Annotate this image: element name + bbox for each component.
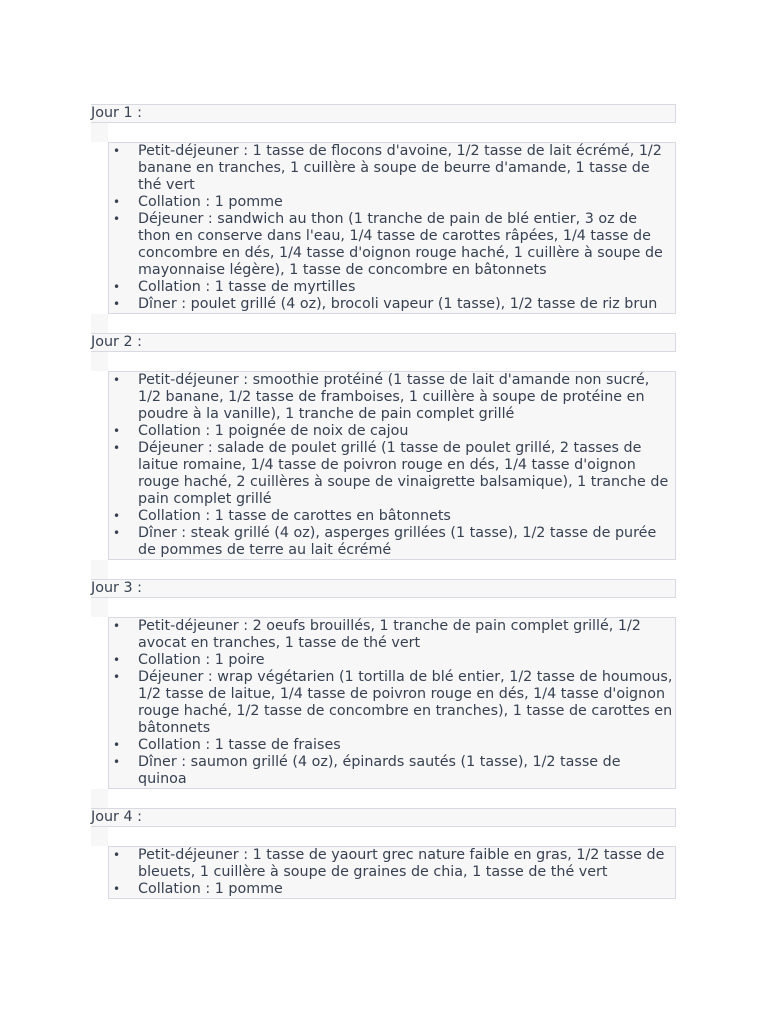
meal-item: • Collation : 1 tasse de fraises bbox=[109, 737, 675, 754]
day-section-2 bbox=[0, 333, 768, 579]
day-heading: Jour 2 : bbox=[91, 333, 676, 352]
day-section-3 bbox=[0, 579, 768, 808]
section-gap bbox=[91, 827, 108, 846]
meal-list bbox=[108, 371, 676, 560]
section-gap bbox=[91, 598, 108, 617]
meal-list bbox=[108, 142, 676, 314]
day-heading: Jour 3 : bbox=[91, 579, 676, 598]
section-gap bbox=[91, 352, 108, 371]
day-heading: Jour 4 : bbox=[91, 808, 676, 827]
day-section-1 bbox=[0, 104, 768, 333]
meal-item: • Petit-déjeuner : smoothie protéiné (1 tasse de lait d'amande non sucré, 1/2 banane, 1/2 tasse de framboises, 1 cuillère à soupe de protéine en poudre à la vanille), 1 tranche de pain complet grillé bbox=[109, 372, 675, 423]
meal-list bbox=[108, 846, 676, 899]
day-heading: Jour 1 : bbox=[91, 104, 676, 123]
meal-item: • Collation : 1 pomme bbox=[109, 194, 675, 211]
meal-list bbox=[108, 617, 676, 789]
meal-item: • Dîner : saumon grillé (4 oz), épinards sautés (1 tasse), 1/2 tasse de quinoa bbox=[109, 754, 675, 788]
meal-item: • Déjeuner : wrap végétarien (1 tortilla de blé entier, 1/2 tasse de houmous, 1/2 tasse de laitue, 1/4 tasse de poivron rouge en dés, 1/4 tasse d'oignon rouge haché, 1/2 tasse de concombre en tranches), 1 tasse de carottes en bâtonnets bbox=[109, 669, 675, 737]
meal-item: • Dîner : poulet grillé (4 oz), brocoli vapeur (1 tasse), 1/2 tasse de riz brun bbox=[109, 296, 675, 313]
meal-item: • Petit-déjeuner : 2 oeufs brouillés, 1 tranche de pain complet grillé, 1/2 avocat en tranches, 1 tasse de thé vert bbox=[109, 618, 675, 652]
section-gap bbox=[91, 789, 108, 808]
meal-item: • Déjeuner : salade de poulet grillé (1 tasse de poulet grillé, 2 tasses de laitue romaine, 1/4 tasse de poivron rouge en dés, 1/4 tasse d'oignon rouge haché, 2 cuillères à soupe de vinaigrette balsamique), 1 tranche de pain complet grillé bbox=[109, 440, 675, 508]
meal-item: • Collation : 1 tasse de myrtilles bbox=[109, 279, 675, 296]
meal-item: • Dîner : steak grillé (4 oz), asperges grillées (1 tasse), 1/2 tasse de purée de pommes de terre au lait écrémé bbox=[109, 525, 675, 559]
meal-item: • Collation : 1 poire bbox=[109, 652, 675, 669]
section-gap bbox=[91, 123, 108, 142]
meal-item: • Collation : 1 tasse de carottes en bâtonnets bbox=[109, 508, 675, 525]
day-section-4 bbox=[0, 808, 768, 899]
section-gap bbox=[91, 314, 108, 333]
meal-item: • Déjeuner : sandwich au thon (1 tranche de pain de blé entier, 3 oz de thon en conserve dans l'eau, 1/4 tasse de carottes râpées, 1/4 tasse de concombre en dés, 1/4 tasse d'oignon rouge haché, 1 cuillère à soupe de mayonnaise légère), 1 tasse de concombre en bâtonnets bbox=[109, 211, 675, 279]
section-gap bbox=[91, 560, 108, 579]
meal-item: • Petit-déjeuner : 1 tasse de flocons d'avoine, 1/2 tasse de lait écrémé, 1/2 banane en tranches, 1 cuillère à soupe de beurre d'amande, 1 tasse de thé vert bbox=[109, 143, 675, 194]
meal-item: • Collation : 1 poignée de noix de cajou bbox=[109, 423, 675, 440]
meal-item: • Petit-déjeuner : 1 tasse de yaourt grec nature faible en gras, 1/2 tasse de bleuets, 1 cuillère à soupe de graines de chia, 1 tasse de thé vert bbox=[109, 847, 675, 881]
meal-item: • Collation : 1 pomme bbox=[109, 881, 675, 898]
